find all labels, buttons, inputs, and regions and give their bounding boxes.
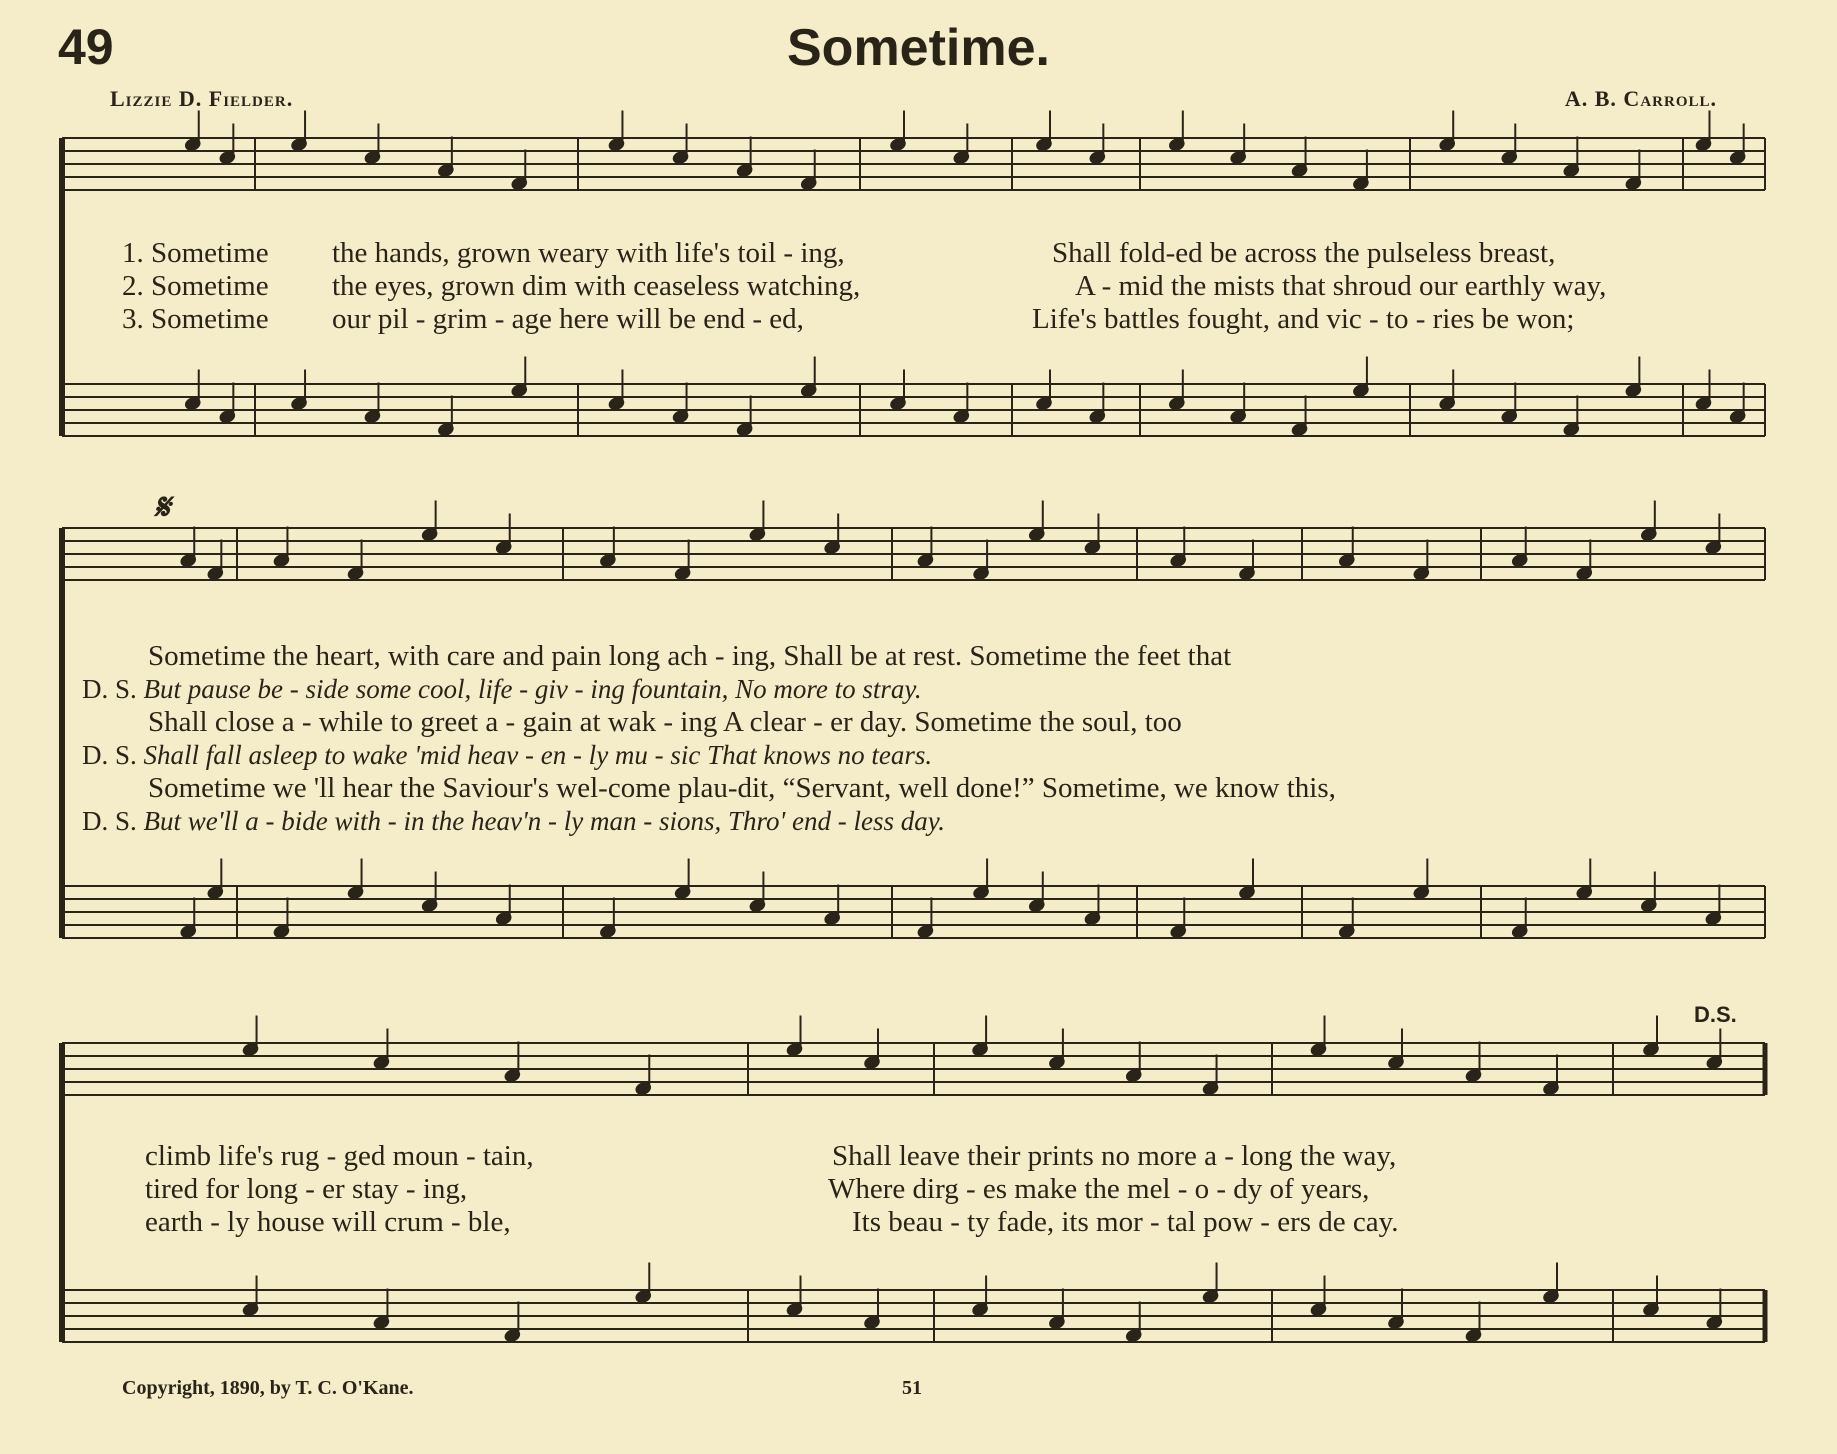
verse1-line1-mid: the hands, grown weary with life's toil - ing, [332, 237, 845, 269]
verse1-line1-start: 1. Sometime [122, 237, 269, 269]
hymn-title: Sometime. [787, 19, 1050, 77]
verse1-line2: Sometime the heart, with care and pain long ach - ing, Shall be at rest. Sometime the feet that [148, 640, 1232, 672]
verse2-line2: Shall close a - while to greet a - gain at wak - ing A clear - er day. Sometime the soul, too [148, 706, 1182, 738]
ds-text: But pause be - side some cool, life - giv - ing fountain, No more to stray. [143, 674, 922, 704]
verse2-ds-line [82, 740, 932, 771]
ds-text: But we'll a - bide with - in the heav'n - ly man - sions, Thro' end - less day. [143, 806, 945, 836]
verse2-line3-end: Where dirg - es make the mel - o - dy of years, [828, 1173, 1370, 1205]
segno-sign: 𝄋 [154, 487, 170, 527]
verse1-line1-end: Shall fold-ed be across the pulseless breast, [1052, 237, 1556, 269]
ds-label: D. S. [82, 674, 137, 704]
copyright-notice: Copyright, 1890, by T. C. O'Kane. [122, 1377, 414, 1399]
verse1-line3-end: Shall leave their prints no more a - long the way, [832, 1140, 1397, 1172]
ds-label: D. S. [82, 806, 137, 836]
composer-credit: A. B. Carroll. [1564, 86, 1717, 111]
verse3-ds-line [82, 806, 945, 837]
verse1-line3-start: climb life's rug - ged moun - tain, [145, 1140, 534, 1172]
verse2-line3-start: tired for long - er stay - ing, [145, 1173, 468, 1205]
verse3-line1-start: 3. Sometime [122, 303, 269, 335]
verse2-line1-start: 2. Sometime [122, 270, 269, 302]
verse3-line1-mid: our pil - grim - age here will be end - ed, [332, 303, 804, 335]
verse3-line2: Sometime we 'll hear the Saviour's wel-come plau-dit, “Servant, well done!” Sometime, we know this, [148, 772, 1336, 804]
verse2-line1-mid: the eyes, grown dim with ceaseless watching, [332, 270, 861, 302]
ds-mark: D.S. [1694, 1002, 1737, 1027]
lyricist-credit: Lizzie D. Fielder. [110, 86, 294, 111]
ds-text: Shall fall asleep to wake 'mid heav - en - ly mu - sic That knows no tears. [143, 740, 933, 770]
ds-label: D. S. [82, 740, 137, 770]
verse3-line1-end: Life's battles fought, and vic - to - ries be won; [1032, 303, 1575, 335]
verse3-line3-end: Its beau - ty fade, its mor - tal pow - ers de cay. [852, 1206, 1399, 1238]
page-number: 51 [902, 1377, 922, 1399]
verse3-line3-start: earth - ly house will crum - ble, [145, 1206, 511, 1238]
verse1-ds-line [82, 674, 922, 705]
hymn-number: 49 [58, 19, 114, 75]
verse2-line1-end: A - mid the mists that shroud our earthly way, [1075, 270, 1607, 302]
